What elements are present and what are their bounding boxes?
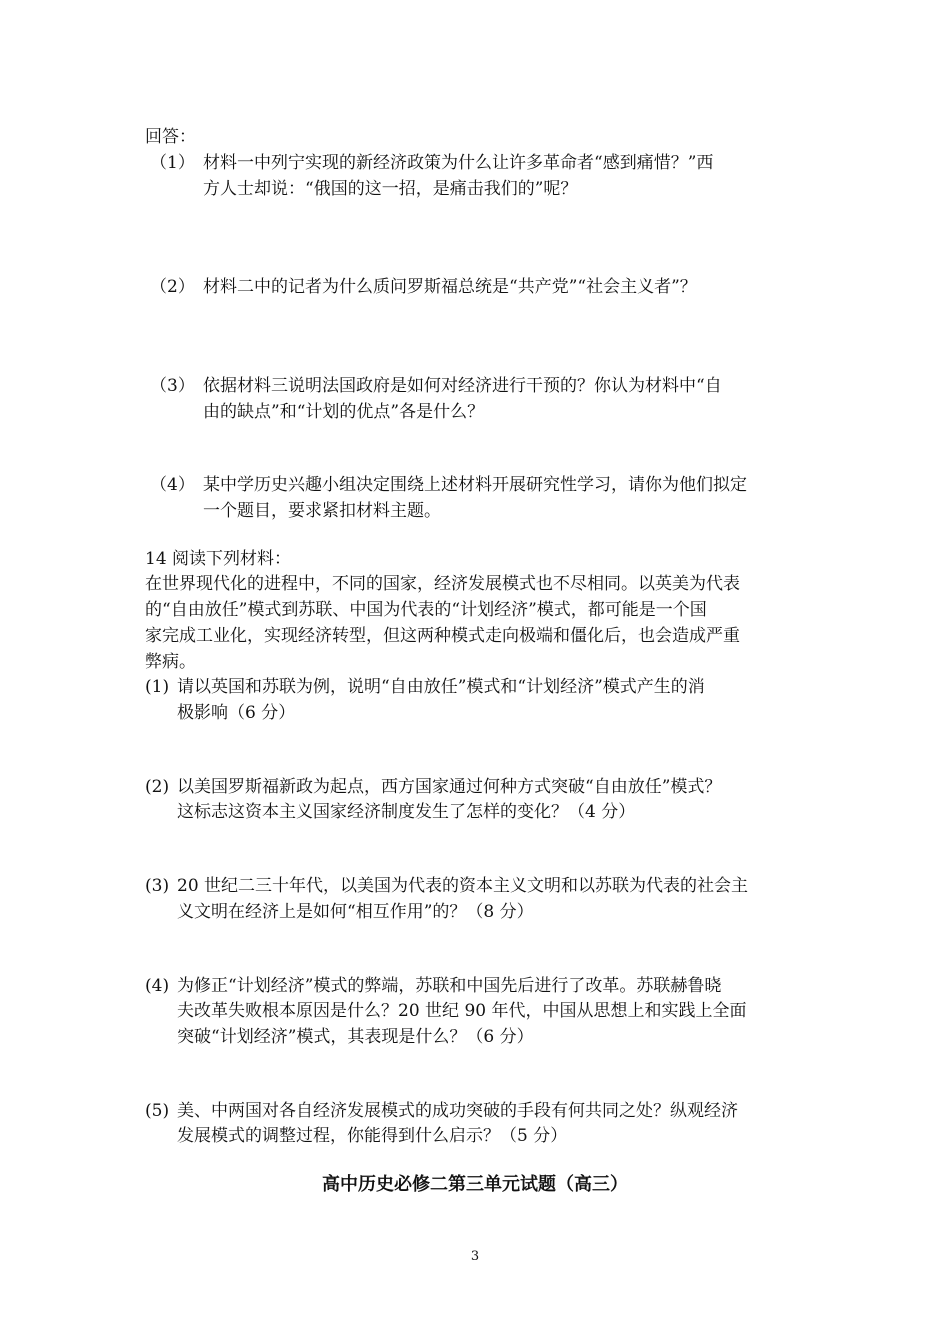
q13-3-line-2: 由的缺点”和“计划的优点”各是什么？ bbox=[203, 402, 485, 422]
q13-1-number: （1） bbox=[150, 153, 195, 173]
q13-1-line-1: 材料一中列宁实现的新经济政策为什么让许多革命者“感到痛惜？”西 bbox=[203, 153, 714, 173]
q14-2-number: (2) bbox=[145, 777, 170, 797]
q13-4-number: （4） bbox=[150, 475, 195, 495]
q14-material-line-2: 的“自由放任”模式到苏联、中国为代表的“计划经济”模式，都可能是一个国 bbox=[145, 600, 707, 620]
q14-4-line-1: 为修正“计划经济”模式的弊端，苏联和中国先后进行了改革。苏联赫鲁晓 bbox=[177, 976, 722, 996]
q13-1-line-2: 方人士却说：“俄国的这一招，是痛击我们的”呢？ bbox=[203, 179, 578, 199]
q14-4-line-2: 夫改革失败根本原因是什么？20 世纪 90 年代，中国从思想上和实践上全面 bbox=[177, 1001, 747, 1021]
q14-5-line-2: 发展模式的调整过程，你能得到什么启示？（5 分） bbox=[177, 1126, 568, 1146]
q14-3-line-2: 义文明在经济上是如何“相互作用”的？（8 分） bbox=[177, 902, 534, 922]
q13-4-line-1: 某中学历史兴趣小组决定围绕上述材料开展研究性学习，请你为他们拟定 bbox=[203, 475, 747, 495]
q14-material-line-4: 弊病。 bbox=[145, 652, 196, 672]
q14-2-line-1: 以美国罗斯福新政为起点，西方国家通过何种方式突破“自由放任”模式？ bbox=[177, 777, 722, 797]
q14-material-line-1: 在世界现代化的进程中，不同的国家，经济发展模式也不尽相同。以英美为代表 bbox=[145, 574, 740, 594]
q13-3-line-1: 依据材料三说明法国政府是如何对经济进行干预的？你认为材料中“自 bbox=[203, 376, 722, 396]
q14-5-number: (5) bbox=[145, 1101, 170, 1121]
q14-4-line-3: 突破“计划经济”模式，其表现是什么？（6 分） bbox=[177, 1027, 534, 1047]
q13-2-line-1: 材料二中的记者为什么质问罗斯福总统是“共产党”“社会主义者”？ bbox=[203, 277, 697, 297]
q14-3-number: (3) bbox=[145, 876, 170, 896]
answer-label: 回答： bbox=[145, 127, 196, 147]
q14-heading: 14 阅读下列材料： bbox=[145, 549, 292, 569]
q14-2-line-2: 这标志这资本主义国家经济制度发生了怎样的变化？（4 分） bbox=[177, 802, 636, 822]
q13-4-line-2: 一个题目，要求紧扣材料主题。 bbox=[203, 501, 441, 521]
q14-4-number: (4) bbox=[145, 976, 170, 996]
q13-2-number: （2） bbox=[150, 277, 195, 297]
q14-1-line-2: 极影响（6 分） bbox=[177, 703, 296, 723]
section-title: 高中历史必修二第三单元试题（高三） bbox=[322, 1174, 628, 1195]
q14-1-number: (1) bbox=[145, 677, 170, 697]
q14-3-line-1: 20 世纪二三十年代，以美国为代表的资本主义文明和以苏联为代表的社会主 bbox=[177, 876, 749, 896]
q14-material-line-3: 家完成工业化，实现经济转型，但这两种模式走向极端和僵化后，也会造成严重 bbox=[145, 626, 740, 646]
page-number: 3 bbox=[470, 1249, 480, 1264]
q14-5-line-1: 美、中两国对各自经济发展模式的成功突破的手段有何共同之处？纵观经济 bbox=[177, 1101, 738, 1121]
q13-3-number: （3） bbox=[150, 376, 195, 396]
q14-1-line-1: 请以英国和苏联为例，说明“自由放任”模式和“计划经济”模式产生的消 bbox=[177, 677, 705, 697]
